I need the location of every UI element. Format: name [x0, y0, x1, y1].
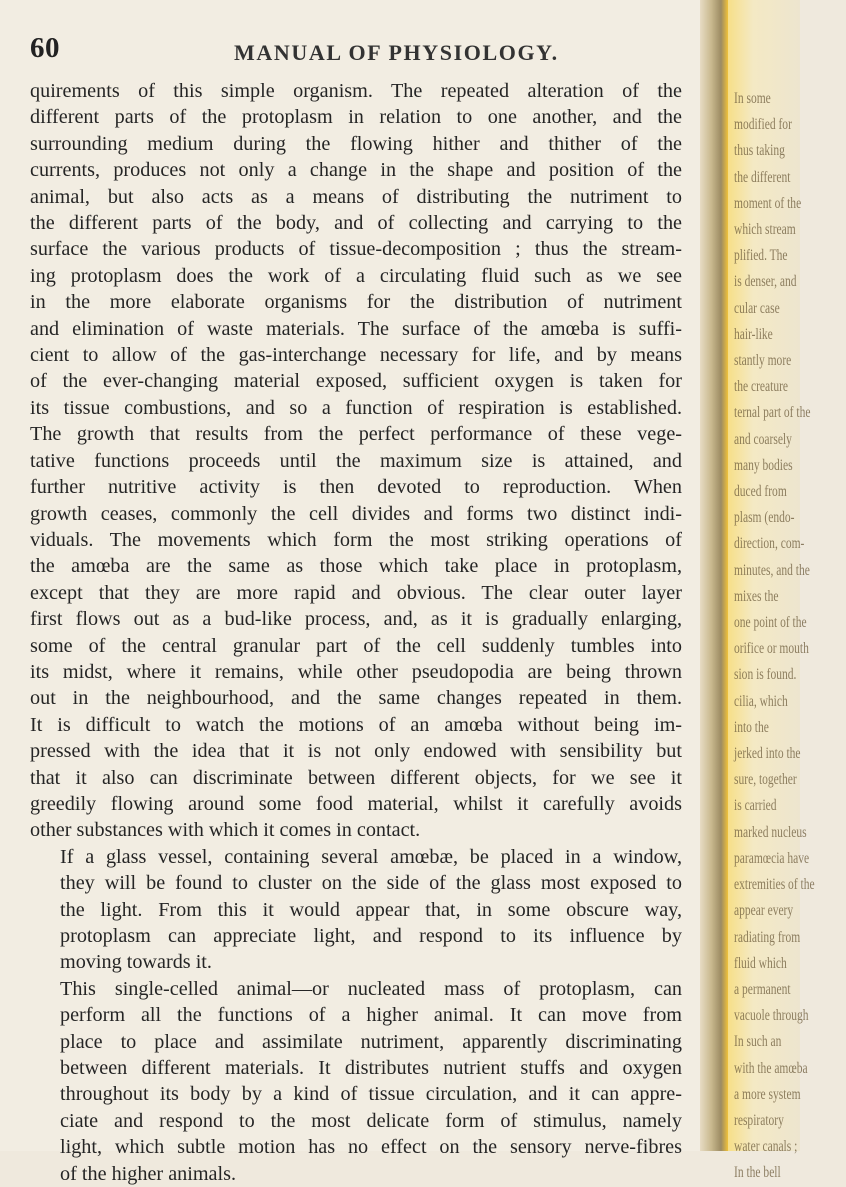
text-line: the different parts of the body, and of collecting and carrying to the [30, 212, 682, 235]
facing-page-fragment: jerked into the [734, 745, 801, 763]
facing-page-fragment: In such an [734, 1033, 782, 1051]
page-header [30, 32, 690, 68]
text-line: cient to allow of the gas-interchange necessary for life, and by means [30, 344, 682, 367]
text-line: light, which subtle motion has no effect on the sensory nerve-fibres [60, 1136, 682, 1159]
facing-page-fragment: extremities of the [734, 876, 815, 894]
facing-page-fragment: appear every [734, 902, 794, 920]
facing-page-fragments [728, 86, 846, 1187]
facing-page-fragment: one point of the [734, 614, 807, 632]
text-line: its midst, where it remains, while other pseudopodia are being thrown [30, 660, 682, 683]
body-text [30, 78, 682, 1187]
text-line: its tissue combustions, and so a function of respiration is established. [30, 396, 682, 419]
text-line: quirements of this simple organism. The repeated alteration of the [30, 80, 682, 102]
text-line: other substances with which it comes in contact. [30, 819, 421, 842]
text-line: some of the central granular part of the cell suddenly tumbles into [30, 634, 682, 657]
facing-page-fragment: with the amœba [734, 1059, 808, 1077]
facing-page-fragment: plasm (endo- [734, 509, 795, 527]
facing-page-fragment: thus taking [734, 142, 785, 160]
facing-page-fragment: marked nucleus [734, 823, 807, 841]
text-line: currents, produces not only a change in the shape and position of the [30, 159, 682, 182]
text-line: ciate and respond to the most delicate form of stimulus, namely [60, 1109, 682, 1132]
text-line: they will be found to cluster on the side of the glass most exposed to [60, 872, 682, 895]
facing-page-fragment: cular case [734, 299, 780, 317]
facing-page-fragment: vacuole through [734, 1007, 809, 1025]
facing-page-fragment: stantly more [734, 352, 792, 370]
facing-page-fragment: is denser, and [734, 273, 797, 291]
facing-page-fragment: orifice or mouth [734, 640, 809, 658]
facing-page-fragment: and coarsely [734, 430, 792, 448]
text-line: moving towards it. [60, 951, 212, 974]
text-line: except that they are more rapid and obvious. The clear outer layer [30, 581, 682, 604]
facing-page-fragment: is carried [734, 797, 777, 815]
text-line: of the ever-changing material exposed, sufficient oxygen is taken for [30, 370, 682, 393]
facing-page-fragment: In the bell [734, 1164, 781, 1182]
text-line: throughout its body by a kind of tissue circulation, and it can appre- [60, 1083, 682, 1106]
text-line: tative functions proceeds until the maximum size is attained, and [30, 449, 682, 472]
text-line: the light. From this it would appear that, in some obscure way, [60, 898, 682, 921]
book-gutter [700, 0, 728, 1151]
text-line: of the higher animals. [60, 1162, 237, 1185]
text-line: and elimination of waste materials. The surface of the amœba is suffi- [30, 317, 682, 340]
facing-page-fragment: respiratory [734, 1111, 784, 1129]
facing-page-fragment: into the [734, 718, 769, 736]
paragraph [30, 976, 682, 1187]
facing-page-fragment: the creature [734, 378, 789, 396]
facing-page-fragment: a permanent [734, 980, 791, 998]
text-line: different parts of the protoplasm in relation to one another, and the [30, 106, 682, 129]
facing-page-fragment: duced from [734, 483, 787, 501]
text-line: between different materials. It distributes nutrient stuffs and oxygen [60, 1057, 682, 1080]
text-line: animal, but also acts as a means of distributing the nutriment to [30, 185, 682, 208]
text-line: ing protoplasm does the work of a circulating fluid such as we see [30, 264, 682, 287]
text-line: in the more elaborate organisms for the distribution of nutriment [30, 291, 682, 314]
facing-page-fragment: ternal part of the [734, 404, 811, 422]
text-line: protoplasm can appreciate light, and respond to its influence by [60, 925, 682, 947]
text-line: viduals. The movements which form the most striking operations of [30, 528, 682, 551]
text-line: perform all the functions of a higher animal. It can move from [60, 1004, 682, 1027]
text-line: growth ceases, commonly the cell divides and forms two distinct indi- [30, 502, 682, 525]
facing-page-fragment: hair-like [734, 325, 773, 343]
text-line: surface the various products of tissue-decomposition ; thus the stream- [30, 238, 682, 261]
facing-page-fragment: modified for [734, 116, 792, 134]
text-line: surrounding medium during the flowing hither and thither of the [30, 132, 682, 155]
facing-page-fragment: fluid which [734, 954, 787, 972]
facing-page-fragment: the different [734, 168, 791, 186]
text-line: It is difficult to watch the motions of an amœba without being im- [30, 713, 682, 736]
facing-page-fragment: plified. The [734, 247, 788, 265]
facing-page-fragment: In some [734, 90, 771, 107]
facing-page-fragment: many bodies [734, 456, 793, 474]
text-line: pressed with the idea that it is not only endowed with sensibility but [30, 740, 682, 763]
facing-page-fragment: direction, com- [734, 535, 805, 553]
text-line: The growth that results from the perfect performance of these vege- [30, 423, 682, 446]
text-line: greedily flowing around some food material, whilst it carefully avoids [30, 792, 682, 815]
paragraph [30, 78, 682, 844]
facing-page-fragment: a more system [734, 1085, 801, 1103]
page-number: 60 [30, 32, 60, 64]
text-line: the amœba are the same as those which take place in protoplasm, [30, 555, 682, 578]
text-line: If a glass vessel, containing several amœbæ, be placed in a window, [60, 845, 682, 868]
facing-page-fragment: moment of the [734, 194, 802, 212]
facing-page-fragment: sion is found. [734, 666, 797, 684]
facing-page-fragment: which stream [734, 221, 796, 239]
text-line: place to place and assimilate nutriment, apparently discriminating [60, 1030, 682, 1053]
facing-page-fragment: water canals ; [734, 1138, 798, 1156]
running-title: MANUAL OF PHYSIOLOGY. [234, 40, 559, 65]
facing-page-fragment: mixes the [734, 587, 779, 605]
facing-page-fragment: radiating from [734, 928, 801, 946]
facing-page-fragment: sure, together [734, 771, 797, 789]
paragraph [30, 844, 682, 976]
text-line: out in the neighbourhood, and the same changes repeated in them. [30, 687, 682, 710]
text-line: This single-celled animal—or nucleated mass of protoplasm, can [60, 977, 682, 1000]
facing-page-fragment: cilia, which [734, 692, 788, 710]
facing-page-fragment: minutes, and the [734, 561, 810, 579]
facing-page-fragment: paramœcia have [734, 849, 810, 867]
text-line: first flows out as a bud-like process, and, as it is gradually enlarging, [30, 608, 682, 631]
text-line: further nutritive activity is then devoted to reproduction. When [30, 476, 682, 499]
text-line: that it also can discriminate between different objects, for we see it [30, 766, 682, 789]
facing-page-edge [728, 0, 815, 1182]
